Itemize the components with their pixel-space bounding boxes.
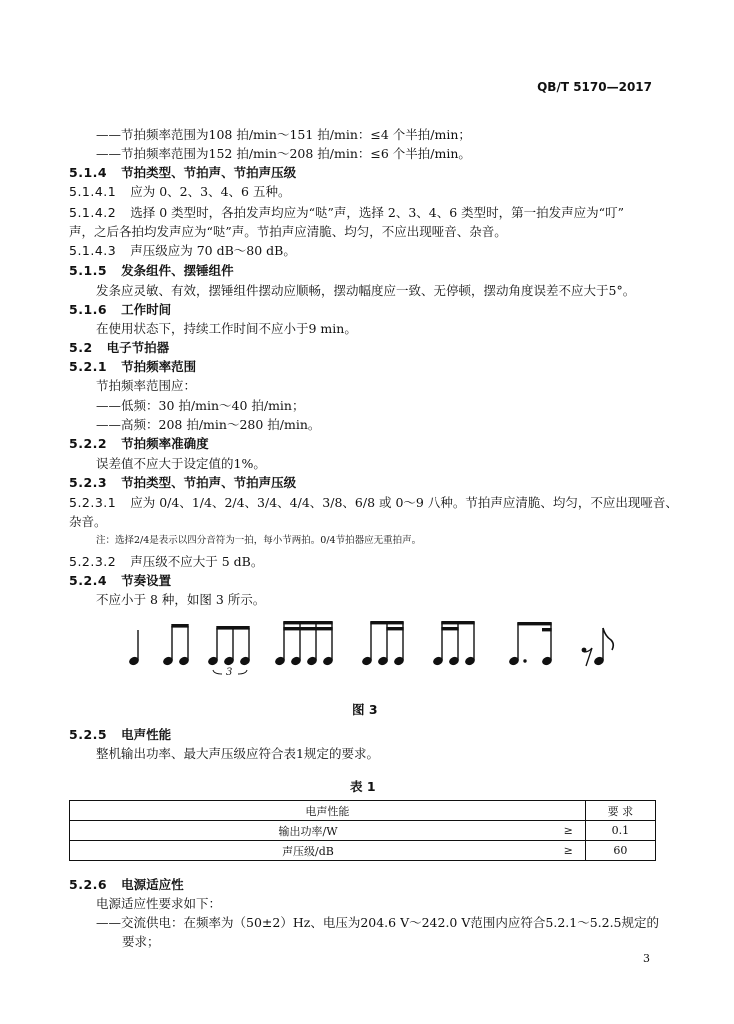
section-5-2-3-1 [69,494,678,512]
table-cell-item: 输出功率/W [70,821,492,841]
section-title: 节奏设置 [121,573,172,588]
section-5-1-4-3 [69,242,296,260]
section-text: 声压级不应大于 5 dB。 [130,554,264,569]
section-title: 电子节拍器 [106,340,170,355]
section-5-2-1-heading [69,358,196,376]
table-cell-operator: ≥ [492,821,585,841]
quarter-note [129,630,140,666]
table-cell-value: 60 [585,841,655,861]
section-5-1-4-heading [69,164,296,182]
section-5-2-2-heading [69,435,209,453]
rhythm-figure [0,614,734,686]
page-number: 3 [643,952,650,965]
section-number: 5.2.6 [69,877,108,892]
section-number: 5.2.3 [69,475,108,490]
section-title: 节拍类型、节拍声、节拍声压级 [121,165,297,180]
section-5-1-5-heading [69,262,234,280]
section-title: 节拍频率准确度 [121,436,209,451]
table-row [70,841,656,861]
section-number: 5.1.6 [69,302,108,317]
note: 注：选择2/4是表示以四分音符为一拍，每小节两拍。0/4节拍器应无重拍声。 [96,535,422,546]
section-title: 电源适应性 [121,877,184,892]
section-5-2-heading [69,339,169,357]
two-sixteenth-eighth-notes [433,621,476,666]
section-5-2-6-heading [69,876,184,894]
section-5-2-4-body: 不应小于 8 种，如图 3 所示。 [96,592,266,607]
section-number: 5.1.4.1 [69,184,117,199]
two-eighth-notes [163,624,190,666]
section-5-2-1-low: ——低频：30 拍/min～40 拍/min； [96,398,305,413]
section-number: 5.1.4 [69,165,108,180]
section-number: 5.1.4.3 [69,243,117,258]
section-number: 5.2.3.2 [69,554,117,569]
section-5-2-3-1-continued: 杂音。 [69,514,107,529]
section-number: 5.2.3.1 [69,495,117,510]
section-text: 声压级应为 70 dB～80 dB。 [130,243,296,258]
table-row [70,821,656,841]
section-5-2-5-body: 整机输出功率、最大声压级应符合表1规定的要求。 [96,746,379,761]
section-5-2-6-ac: ——交流供电：在频率为（50±2）Hz、电压为204.6 V～242.0 V范围内应符合5.2.1～5.2.5规定的 [96,915,660,930]
section-5-1-4-2-continued: 声，之后各拍均发声应为“哒”声。节拍声应清脆、均匀，不应出现哑音、杂音。 [69,224,507,239]
triplet-number: 3 [226,667,233,678]
section-number: 5.2.1 [69,359,108,374]
section-5-2-3-2 [69,553,263,571]
section-number: 5.2 [69,340,93,355]
section-5-2-1-body: 节拍频率范围应： [96,378,197,393]
frequency-range-line-2: ——节拍频率范围为152 拍/min～208 拍/min：≤6 个半拍/min。 [96,146,471,161]
section-5-1-4-1 [69,183,290,201]
section-text: 选择 0 类型时，各拍发声均应为“哒”声，选择 2、3、4、6 类型时，第一拍发声应为“叮” [130,205,624,220]
section-number: 5.1.4.2 [69,205,117,220]
section-5-1-4-2 [69,204,624,222]
section-5-2-6-ac-continued: 要求； [122,934,160,949]
table-cell-value: 0.1 [585,821,655,841]
table-cell-operator: ≥ [492,841,585,861]
section-number: 5.2.5 [69,727,108,742]
section-text: 应为 0、2、3、4、6 五种。 [130,184,291,199]
section-text: 应为 0/4、1/4、2/4、3/4、4/4、3/8、6/8 或 0～9 八种。节拍声应清脆、均匀，不应出现哑音、 [130,495,678,510]
section-title: 电声性能 [121,727,172,742]
standard-code: QB/T 5170—2017 [537,80,652,94]
table-caption: 表 1 [350,779,376,794]
section-title: 工作时间 [121,302,172,317]
table-cell-item: 声压级/dB [70,841,492,861]
section-5-2-5-heading [69,726,171,744]
four-sixteenth-notes [275,621,334,666]
section-title: 发条组件、摆锤组件 [121,263,234,278]
section-5-1-6-heading [69,301,171,319]
eighth-two-sixteenth-notes [362,621,405,666]
section-title: 节拍频率范围 [121,359,197,374]
table-header-cell: 要 求 [585,801,655,821]
section-5-2-6-body: 电源适应性要求如下： [96,896,222,911]
section-number: 5.2.2 [69,436,108,451]
dotted-eighth-sixteenth-notes [509,622,553,666]
frequency-range-line-1: ——节拍频率范围为108 拍/min～151 拍/min：≤4 个半拍/min； [96,127,471,142]
section-5-2-3-heading [69,474,296,492]
eighth-rest-eighth-note [582,628,614,666]
table-1 [69,800,656,861]
table-header-row [70,801,656,821]
section-5-2-1-high: ——高频：208 拍/min～280 拍/min。 [96,417,321,432]
section-number: 5.2.4 [69,573,108,588]
figure-caption: 图 3 [352,702,378,717]
section-5-1-5-body: 发条应灵敏、有效，摆锤组件摆动应顺畅，摆动幅度应一致、无停顿，摆动角度误差不应大于5°。 [96,283,636,298]
section-5-2-4-heading [69,572,171,590]
table-header-cell: 电声性能 [70,801,586,821]
section-title: 节拍类型、节拍声、节拍声压级 [121,475,297,490]
section-number: 5.1.5 [69,263,108,278]
section-5-1-6-body: 在使用状态下，持续工作时间不应小于9 min。 [96,321,357,336]
section-5-2-2-body: 误差值不应大于设定值的1%。 [96,456,266,471]
